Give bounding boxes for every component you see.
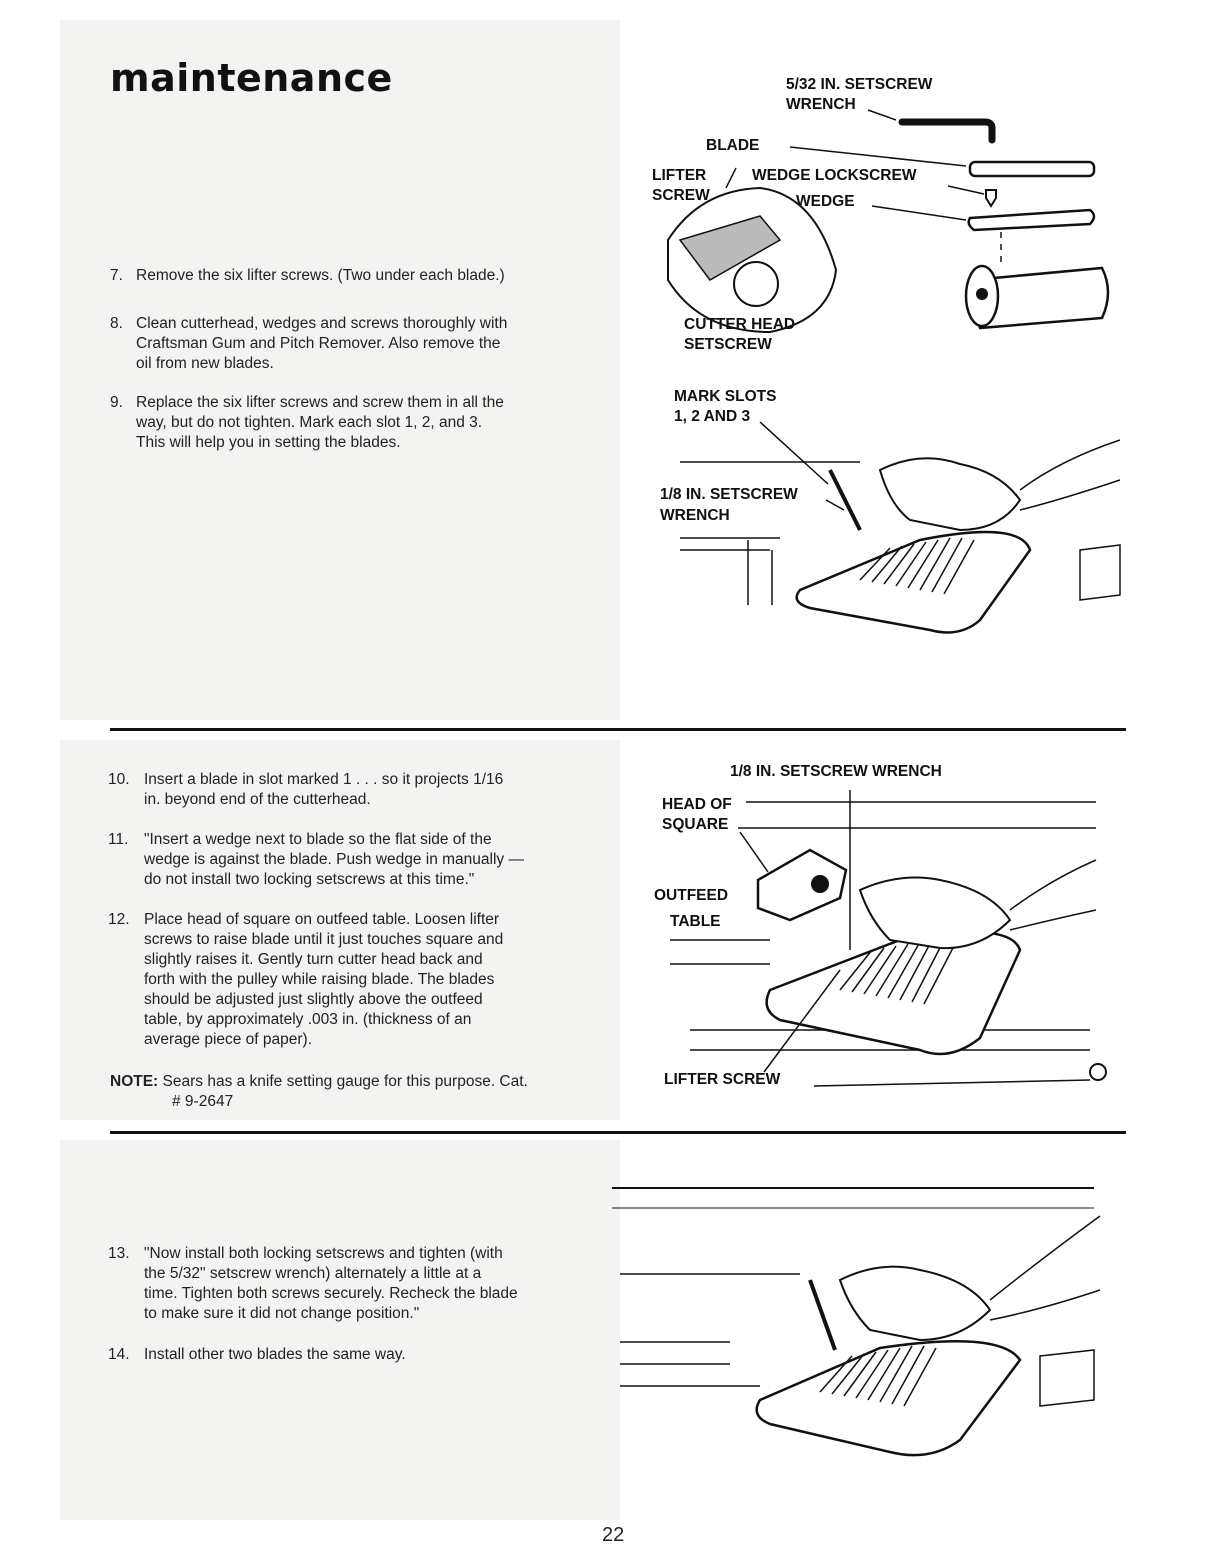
label-lifter-screw: LIFTER SCREW bbox=[664, 1071, 781, 1088]
page-number: 22 bbox=[602, 1524, 625, 1546]
step-line: slightly raises it. Gently turn cutter head back and bbox=[144, 951, 483, 968]
step-text: Remove the six lifter screws. (Two under each blade.) bbox=[136, 267, 505, 284]
square-pointer bbox=[740, 832, 768, 872]
step-text bbox=[144, 1244, 588, 1324]
step-9 bbox=[110, 393, 504, 453]
step-number: 9. bbox=[110, 394, 123, 411]
cutter-guard bbox=[797, 532, 1030, 632]
step-11 bbox=[108, 830, 588, 890]
label-lifter-a: LIFTER bbox=[652, 167, 707, 184]
cutter-guard bbox=[757, 1341, 1020, 1455]
wedge-shape bbox=[969, 210, 1094, 230]
step-line: "Now install both locking setscrews and tighten (with bbox=[144, 1245, 503, 1262]
tighten-setscrew-figure bbox=[610, 1180, 1110, 1480]
lockscrew-leader bbox=[948, 186, 984, 194]
machine-base bbox=[1080, 545, 1120, 600]
label-setscrew-wrench-b: WRENCH bbox=[660, 507, 730, 524]
step-line: way, but do not tighten. Mark each slot 1, 2, and 3. bbox=[136, 414, 483, 431]
allen-wrench-shape bbox=[902, 122, 992, 140]
step-line: to make sure it did not change position." bbox=[144, 1305, 420, 1322]
step-line: Craftsman Gum and Pitch Remover. Also remove the bbox=[136, 335, 501, 352]
step-number: 14. bbox=[108, 1346, 130, 1363]
note-label: NOTE: bbox=[110, 1073, 159, 1090]
step-line: Clean cutterhead, wedges and screws thoroughly with bbox=[136, 315, 508, 332]
label-head-b: SQUARE bbox=[662, 816, 729, 833]
arm-lines bbox=[1020, 440, 1120, 510]
step-7 bbox=[110, 266, 505, 286]
square-knob bbox=[811, 875, 829, 893]
step-line: wedge is against the blade. Push wedge in manually — bbox=[144, 851, 524, 868]
label-wedge: WEDGE bbox=[796, 193, 855, 210]
step-line: This will help you in setting the blades. bbox=[136, 434, 401, 451]
step-line: Replace the six lifter screws and screw them in all the bbox=[136, 394, 504, 411]
section-divider bbox=[110, 728, 1126, 731]
detail-screw bbox=[734, 262, 778, 306]
label-blade: BLADE bbox=[706, 137, 760, 154]
square-tool bbox=[758, 850, 846, 920]
step-number: 13. bbox=[108, 1245, 130, 1262]
mark-leader bbox=[760, 422, 828, 484]
step-line: forth with the pulley while raising blade. The blades bbox=[144, 971, 495, 988]
wrench-leader bbox=[868, 110, 896, 120]
step-line: oil from new blades. bbox=[136, 355, 274, 372]
wrench-in-slot bbox=[810, 1280, 835, 1350]
note-text: Sears has a knife setting gauge for this purpose. Cat. bbox=[162, 1073, 528, 1090]
section-divider bbox=[110, 1131, 1126, 1134]
label-mark-a: MARK SLOTS bbox=[674, 388, 777, 405]
blade-leader bbox=[790, 147, 966, 166]
step-14 bbox=[108, 1345, 406, 1365]
step-text bbox=[144, 910, 588, 1050]
step-line: table, by approximately .003 in. (thickness of an bbox=[144, 1011, 472, 1028]
lockscrew-shape bbox=[986, 190, 996, 206]
label-wedge-lockscrew: WEDGE LOCKSCREW bbox=[752, 167, 917, 184]
hand-shape bbox=[840, 1267, 990, 1340]
label-cutter-b: SETSCREW bbox=[684, 336, 772, 353]
blade-shape bbox=[970, 162, 1094, 176]
label-lifter-b: SCREW bbox=[652, 187, 710, 204]
scan-tone bbox=[60, 1140, 620, 1520]
wrench-leader bbox=[826, 500, 844, 510]
label-mark-b: 1, 2 AND 3 bbox=[674, 408, 751, 425]
step-line: should be adjusted just slightly above the outfeed bbox=[144, 991, 483, 1008]
step-line: the 5/32" setscrew wrench) alternately a little at a bbox=[144, 1265, 482, 1282]
step-line: "Insert a wedge next to blade so the flat side of the bbox=[144, 831, 492, 848]
step-line: Place head of square on outfeed table. Loosen lifter bbox=[144, 911, 500, 928]
hand-shape bbox=[860, 878, 1010, 949]
hand-shape bbox=[880, 458, 1020, 530]
step-line: time. Tighten both screws securely. Recheck the blade bbox=[144, 1285, 518, 1302]
cylinder-hole bbox=[976, 288, 988, 300]
label-wrench-a: 5/32 IN. SETSCREW bbox=[786, 76, 933, 93]
step-number: 11. bbox=[108, 831, 129, 848]
step-text bbox=[144, 830, 588, 890]
step-13 bbox=[108, 1244, 588, 1324]
step-number: 7. bbox=[110, 267, 123, 284]
step-line: Insert a blade in slot marked 1 . . . so it projects 1/16 bbox=[144, 771, 504, 788]
label-outfeed-b: TABLE bbox=[670, 913, 721, 930]
wedge-leader bbox=[872, 206, 966, 220]
label-cutter-a: CUTTER HEAD bbox=[684, 316, 796, 333]
step-number: 8. bbox=[110, 315, 123, 332]
step-line: average piece of paper). bbox=[144, 1031, 313, 1048]
step-line: in. beyond end of the cutterhead. bbox=[144, 791, 371, 808]
step-number: 12. bbox=[108, 911, 130, 928]
note-catalog: # 9-2647 bbox=[172, 1093, 234, 1110]
label-wrench-b: WRENCH bbox=[786, 96, 856, 113]
label-head-a: HEAD OF bbox=[662, 796, 732, 813]
arm-lines bbox=[990, 1216, 1100, 1320]
step-text bbox=[136, 314, 507, 374]
arm-lines bbox=[1010, 860, 1096, 930]
step-text: Install other two blades the same way. bbox=[144, 1346, 406, 1363]
lifter-leader bbox=[726, 168, 736, 188]
page-title: maintenance bbox=[110, 56, 393, 100]
label-setscrew-wrench-a: 1/8 IN. SETSCREW bbox=[660, 486, 798, 503]
step-12 bbox=[108, 910, 588, 1050]
step-line: do not install two locking setscrews at this time." bbox=[144, 871, 475, 888]
blade-parts-figure bbox=[640, 70, 1110, 350]
wrench-in-slot bbox=[830, 470, 860, 530]
lifter-screw-head bbox=[1090, 1064, 1106, 1080]
step-10 bbox=[108, 770, 588, 810]
step-number: 10. bbox=[108, 771, 130, 788]
label-setscrew-wrench: 1/8 IN. SETSCREW WRENCH bbox=[730, 763, 942, 780]
note bbox=[110, 1072, 528, 1112]
lifter-baseline bbox=[814, 1080, 1090, 1086]
step-8 bbox=[110, 314, 507, 374]
step-text bbox=[144, 770, 588, 810]
step-line: screws to raise blade until it just touches square and bbox=[144, 931, 504, 948]
machine-base bbox=[1040, 1350, 1094, 1406]
step-text bbox=[136, 393, 504, 453]
label-outfeed-a: OUTFEED bbox=[654, 887, 729, 904]
